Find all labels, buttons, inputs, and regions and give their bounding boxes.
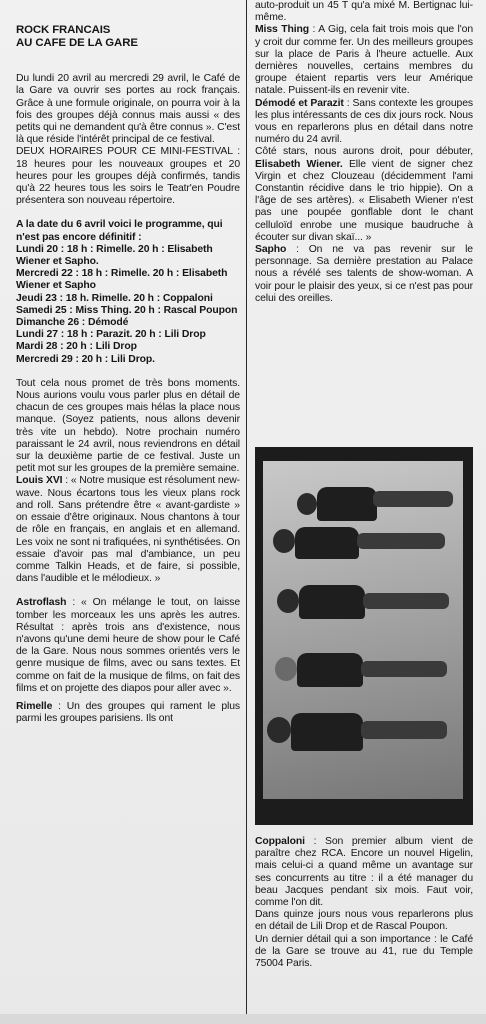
astroflash-paragraph: Astroflash : « On mélange le tout, on laisse tomber les morceaux les uns après les autres. Résultat : après trois ans d'existence, nous n'avons qu'une demi heure de show pour le Café de la Gare. Nous nous sommes orientés vers le genre musique de films, avec ou sans textes. Et comme on fait de la musique de films, on fait des films et on projette des diapos pour aller avec ». <box>16 597 240 694</box>
band-photo <box>255 447 473 825</box>
rimelle-paragraph: Rimelle : Un des groupes qui rament le plus parmi les groupes parisiens. Ils ont <box>16 700 240 725</box>
band-name: Rimelle <box>16 700 53 712</box>
headline-line-1: ROCK FRANCAIS <box>16 24 111 36</box>
band-name: Astroflash <box>16 597 67 609</box>
programme-item: Mardi 28 : 20 h : Lili Drop <box>16 341 137 353</box>
programme-list <box>16 219 240 365</box>
page-bottom-edge <box>0 1014 486 1024</box>
column-divider <box>246 0 247 1024</box>
body-paragraph: Tout cela nous promet de très bons moments. Nous aurions voulu vous parler plus en détail de chacun de ces groupes mais hélas la place nous manque. (Soyez patients, nous allons devenir très vite un hebdo). Notre prochain numéro paraissant le 24 avril, nous reviendrons en détail sur la deuxième partie de ce festival. Juste un petit mot sur les groupes de la première semaine. <box>16 377 240 475</box>
intro-paragraph-1: Du lundi 20 avril au mercredi 29 avril, le Café de la Gare va ouvrir ses portes au rock français. Grâce à une formule originale, on pourra voir à la fois des groupes déjà connus mais aussi « des petits qui ne demandent qu'à être connus ». C'est là que réside l'intérêt principal de ce festival. <box>16 73 240 146</box>
miss-thing-paragraph: Miss Thing : A Gig, cela fait trois mois que l'on y croit dur comme fer. Un des meilleurs groupes sur la place de Paris à l'heure actuelle. Aux dernières nouvelles, certains membres du groupe étaient repartis vers leur Amérique natale. Puissent-ils en revenir vite. <box>255 24 474 97</box>
programme-item: Mercredi 29 : 20 h : Lili Drop. <box>16 353 155 365</box>
programme-item: Lundi 27 : 18 h : Parazit. 20 h : Lili Drop <box>16 329 206 341</box>
band-name: Louis XVI <box>16 475 63 487</box>
band-name: Miss Thing <box>255 24 309 36</box>
photo-backdrop <box>263 461 463 799</box>
right-column-lower <box>255 836 473 970</box>
right-column <box>255 0 473 305</box>
programme-intro: A la date du 6 avril voici le programme, qui n'est pas encore définitif : <box>16 219 223 243</box>
closing-paragraph-2: Un dernier détail qui a son importance : le Café de la Gare se trouve au 41, rue du Temple 75004 Paris. <box>255 933 473 970</box>
programme-item: Jeudi 23 : 18 h. Rimelle. 20 h : Coppaloni <box>16 292 213 304</box>
band-name: Démodé et Parazit <box>255 97 344 109</box>
band-member-figure <box>265 707 455 771</box>
stars-paragraph: Côté stars, nous aurons droit, pour débuter, Elisabeth Wiener. Elle vient de signer chez Virgin et chez Clouzeau (décidemment l'ami Constantin récidive dans le trio hippie). On a l'âge de ses artères). « Elisabeth Wiener n'est pas une poupée gonflable dont le chant celluloïd enrobe une musique baudruche à écouter sur divan skaï... » <box>255 146 473 243</box>
programme-item: Samedi 25 : Miss Thing. 20 h : Rascal Poupon <box>16 304 238 316</box>
band-member-figure <box>269 519 449 579</box>
continued-text: auto-produit un 45 T qu'a mixé M. Bertignac lui-même. <box>255 0 473 24</box>
left-column <box>16 0 240 725</box>
headline-line-2: AU CAFE DE LA GARE <box>16 36 138 49</box>
coppaloni-paragraph: Coppaloni : Son premier album vient de paraître chez RCA. Encore un nouvel Higelin, mais celui-ci a quand même un avantage sur ses concurrents au titre : il a été manager du beau Jacques pendant six mois. Faut voir, comme l'on dit. <box>255 836 473 909</box>
closing-paragraph-1: Dans quinze jours nous vous reparlerons plus en détail de Lili Drop et de Rascal Poupon. <box>255 909 473 933</box>
programme-item: Dimanche 26 : Démodé <box>16 317 129 329</box>
band-member-figure <box>271 647 451 707</box>
louis-xvi-paragraph: Louis XVI : « Notre musique est résolument new-wave. Nous écartons tous les vieux plans rock and roll. Sans prétendre être « avant-gardiste » on essaie d'être originaux. Nous chantons à tour de rôle en français, en anglais et en allemand. Les voix ne sont ni trafiquées, ni synthétisées. On essaie d'avoir pas mal d'ambiance, un peu comme Talkin Heads, et de faire, si possible, dans l'audible et le mélodieux. » <box>16 475 240 585</box>
demode-paragraph: Démodé et Parazit : Sans contexte les groupes les plus intéressants de ces dix jours rock. Nous vous en reparlerons plus en détail dans notre numéro du 24 avril. <box>255 97 473 146</box>
article-headline <box>16 24 240 49</box>
intro-paragraph-2: DEUX HORAIRES POUR CE MINI-FESTIVAL : 18 heures pour les nouveaux groupes et 20 heures pour les groupes déjà confirmés, tandis qu'à 22 heures tous les soirs le Teatr'en Poudre présentera son nouveau répertoire. <box>16 146 240 207</box>
sapho-paragraph: Sapho : On ne va pas revenir sur le personnage. Sa dernière prestation au Palace nous a révélé ses talents de show-woman. A voir pour le plaisir des yeux, si ce n'est pas pour celui des oreilles. <box>255 244 473 304</box>
programme-item: Mercredi 22 : 18 h : Rimelle. 20 h : Elisabeth Wiener et Sapho <box>16 268 228 292</box>
band-member-figure <box>273 581 453 641</box>
programme-item: Lundi 20 : 18 h : Rimelle. 20 h : Elisabeth Wiener et Sapho. <box>16 243 213 268</box>
band-name: Coppaloni <box>255 836 305 847</box>
band-name: Sapho <box>255 244 287 256</box>
band-name: Elisabeth Wiener. <box>255 158 343 170</box>
